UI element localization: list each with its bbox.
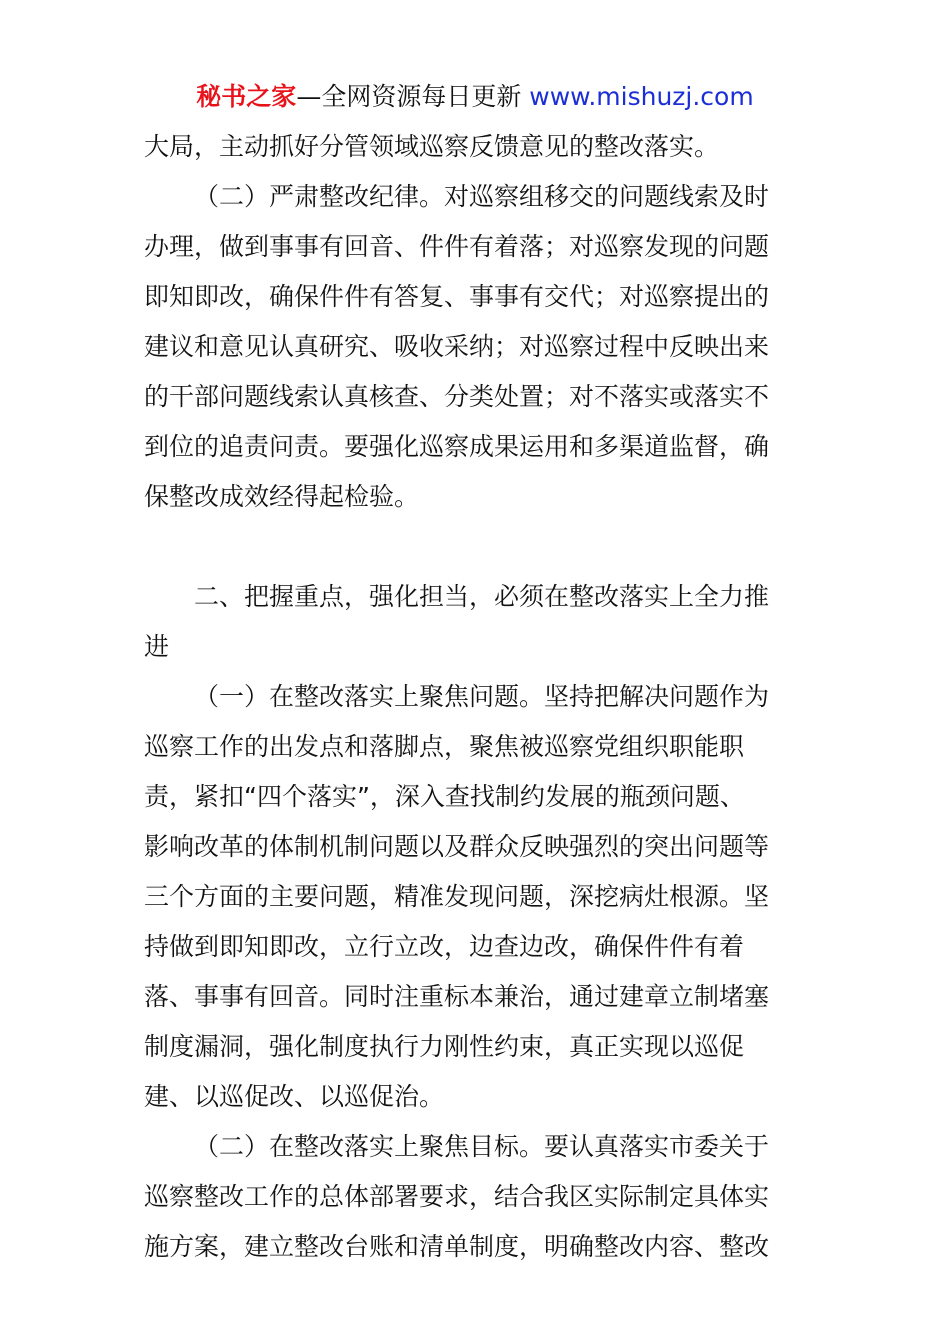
text-line: 影响改革的体制机制问题以及群众反映强烈的突出问题等: [144, 832, 770, 861]
paragraph-gap: [144, 522, 808, 572]
text-line: 保整改成效经得起检验。: [144, 482, 420, 511]
text-line: 三个方面的主要问题，精准发现问题，深挖病灶根源。坚: [144, 882, 770, 911]
site-url[interactable]: www.mishuzj.com: [529, 82, 754, 111]
text-line: 落、事事有回音。同时注重标本兼治，通过建章立制堵塞: [144, 982, 770, 1011]
text-line: 大局，主动抓好分管领域巡察反馈意见的整改落实。: [144, 132, 720, 161]
document-body: [144, 122, 808, 1272]
text-line: 办理，做到事事有回音、件件有着落；对巡察发现的问题: [144, 232, 770, 261]
text-line: 持做到即知即改，立行立改，边查边改，确保件件有着: [144, 932, 745, 961]
site-brand: 秘书之家: [196, 82, 297, 111]
text-line: （二）严肃整改纪律。对巡察组移交的问题线索及时: [194, 182, 770, 211]
text-line: （一）在整改落实上聚焦问题。坚持把解决问题作为: [194, 682, 770, 711]
text-line: （二）在整改落实上聚焦目标。要认真落实市委关于: [194, 1132, 770, 1161]
text-line: 建议和意见认真研究、吸收采纳；对巡察过程中反映出来: [144, 332, 770, 361]
text-line: 的干部问题线索认真核查、分类处置；对不落实或落实不: [144, 382, 770, 411]
text-line: 制度漏洞，强化制度执行力刚性约束，真正实现以巡促: [144, 1032, 745, 1061]
text-line: 巡察工作的出发点和落脚点，聚焦被巡察党组织职能职: [144, 732, 745, 761]
text-line: 建、以巡促改、以巡促治。: [144, 1082, 445, 1111]
site-header: [0, 80, 950, 114]
text-line: 责，紧扣“四个落实”，深入查找制约发展的瓶颈问题、: [144, 782, 745, 811]
section-heading-continuation: 进: [144, 632, 170, 661]
text-line: 施方案，建立整改台账和清单制度，明确整改内容、整改: [144, 1232, 770, 1261]
text-line: 即知即改，确保件件有答复、事事有交代；对巡察提出的: [144, 282, 770, 311]
section-heading: 二、把握重点，强化担当，必须在整改落实上全力推: [194, 582, 770, 611]
site-tagline: —全网资源每日更新: [296, 82, 522, 111]
text-line: 到位的追责问责。要强化巡察成果运用和多渠道监督，确: [144, 432, 770, 461]
text-line: 巡察整改工作的总体部署要求，结合我区实际制定具体实: [144, 1182, 770, 1211]
